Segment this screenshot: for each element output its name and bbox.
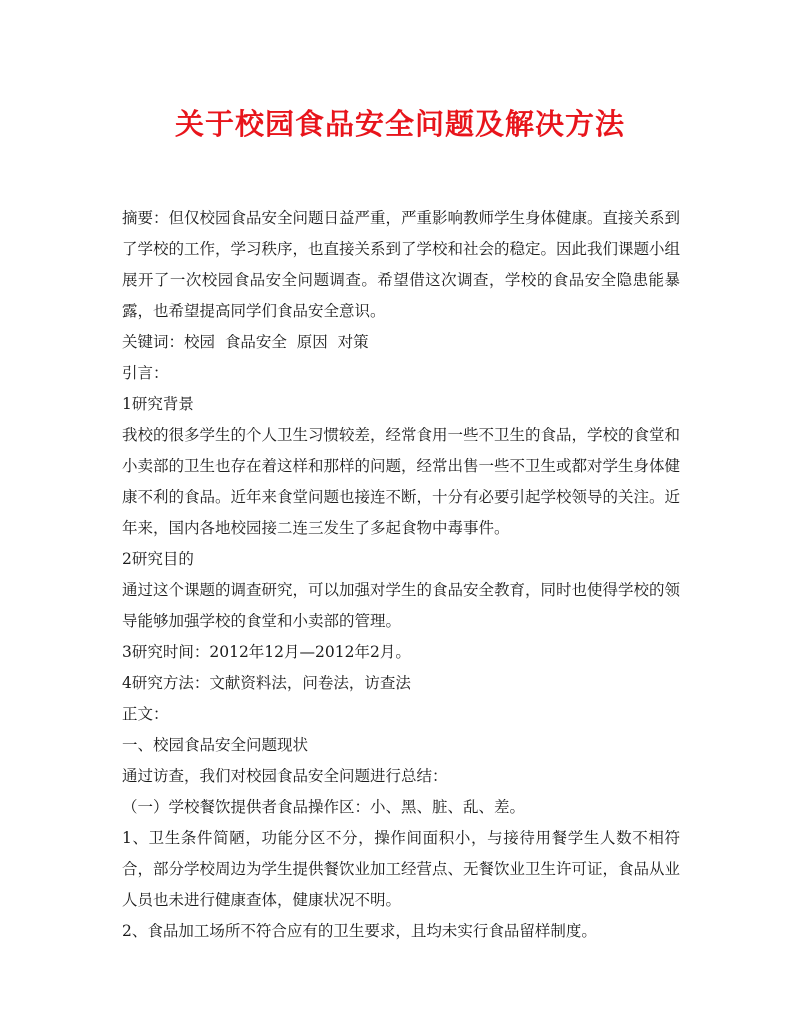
body-heading: 正文： <box>122 705 169 723</box>
list-item-2: 2、食品加工场所不符合应有的卫生要求，且均未实行食品留样制度。 <box>122 922 597 940</box>
list-item-1: 1、卫生条件简陋，功能分区不分，操作间面积小，与接待用餐学生人数不相符合，部分学校周边为学生提供餐饮业加工经营点、无餐饮业卫生许可证，食品从业人员也未进行健康查体，健康状况不明。 <box>122 829 681 909</box>
keywords-line: 关键词：校园 食品安全 原因 对策 <box>122 333 369 351</box>
document-body <box>122 203 680 947</box>
purpose-paragraph: 通过这个课题的调查研究，可以加强对学生的食品安全教育，同时也使得学校的领导能够加强学校的食堂和小卖部的管理。 <box>122 581 681 630</box>
abstract-paragraph: 摘要：但仅校园食品安全问题日益严重，严重影响教师学生身体健康。直接关系到了学校的工作，学习秩序，也直接关系到了学校和社会的稳定。因此我们课题小组展开了一次校园食品安全问题调查。希望借这次调查，学校的食品安全隐患能暴露，也希望提高同学们食品安全意识。 <box>122 209 681 320</box>
document-title: 关于校园食品安全问题及解决方法 <box>174 107 625 141</box>
introduction-heading: 引言： <box>122 364 169 382</box>
section-heading-purpose: 2研究目的 <box>122 550 194 568</box>
research-time-line: 3研究时间：2012年12月—2012年2月。 <box>122 643 411 661</box>
research-method-line: 4研究方法：文献资料法，问卷法，访查法 <box>122 674 411 692</box>
subsection-heading-operation-area: （一）学校餐饮提供者食品操作区：小、黑、脏、乱、差。 <box>122 798 526 816</box>
section-heading-status: 一、校园食品安全问题现状 <box>122 736 309 754</box>
background-paragraph: 我校的很多学生的个人卫生习惯较差，经常食用一些不卫生的食品，学校的食堂和小卖部的卫生也存在着这样和那样的问题，经常出售一些不卫生或都对学生身体健康不利的食品。近年来食堂问题也接连不断，十分有必要引起学校领导的关注。近年来，国内各地校园接二连三发生了多起食物中毒事件。 <box>122 426 681 537</box>
summary-intro-line: 通过访查，我们对校园食品安全问题进行总结： <box>122 767 448 785</box>
section-heading-background: 1研究背景 <box>122 395 194 413</box>
